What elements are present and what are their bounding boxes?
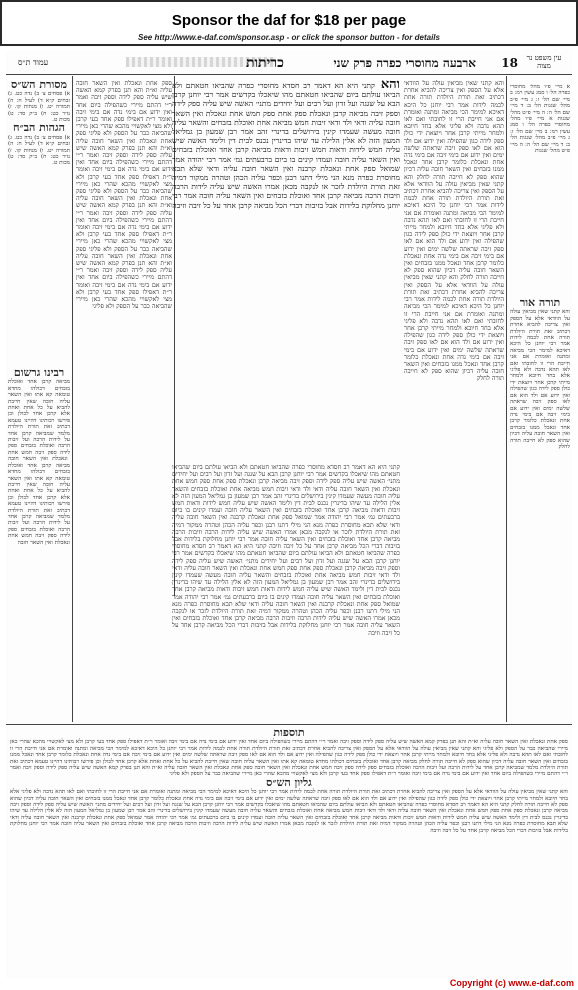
gemara-continuation	[172, 464, 400, 720]
tosafot-text-3: ספק אחת ונאכלת ואין השאר חובה עליה וא״ת והא תנן בפרק קמא האשה שיש עליה ספק לידה וספק זיבה ואמר ר״י דהתם מיירי כשהפילה ביום אחד ואין ידוע אם בימי נדה אם בימי זיבה ואומר ר״ת דאפילו ספק אחד בעי קרבן ולא מצי לאקשויי מהכא שהרי כאן מיירי שהביאה כבר על הספק ולא פליגי	[76, 188, 172, 253]
rabbeinu-gershom-title: רבינו גרשום	[13, 368, 65, 379]
bottom-commentary	[10, 728, 568, 974]
ein-mishpat-notes-repeat: א מיי׳ פ״ו מהל׳ מחוסרי כפרה הל׳ ו סמג עשין רמ: ב מיי׳ שם הל׳ ז: ג מיי׳ פ״ב מהל׳ שגגות הל׳ ב: ד מיי׳ שם הל׳ ה: ה מיי׳ פ״ט מהל׳ שגגות	[510, 116, 570, 155]
tosafot-text: ספק אחת ונאכלת ואין השאר חובה עליה וא״ת והא תנן בפרק קמא האשה שיש עליה ספק לידה וספק זיבה ואמר ר״י דהתם מיירי כשהפילה ביום אחד ואין ידוע אם בימי נדה אם בימי זיבה ואומר ר״ת דאפילו ספק אחד בעי קרבן ולא מצי לאקשויי מהכא שהרי כאן מיירי שהביאה כבר על הספק ולא פליגי	[76, 80, 172, 138]
footer-rule	[6, 724, 572, 725]
header-rule	[6, 74, 572, 75]
column-rule-right	[506, 76, 507, 722]
side-notes: א) פסחים צ׳ ב) נדה כט. ג) זבחים ק״א ד) לעיל ח: ה) תמורה יט. ו) מנחות קו. ז) נזיר כט: ח) ב״ק סד: ט) מכות ט.	[8, 91, 70, 124]
hagahot-title: הגהות הב״ח	[13, 121, 65, 135]
sponsor-banner[interactable]	[0, 0, 578, 46]
rashi-text: והא קתני שאין מביאין עולה על הוודאי אלא על הספק ואין צריכה להביא אחרת דכתיב זאת תורת היולדת תורה אחת לכמה לידות אמר רבי יוחנן כל היכא דאיכא למימר הכי מביאה ומתנה ואומרת אם אני חייבת הרי זו לחובתי ואם לאו תהא נדבה ולא פליגי אלא בחד חיובא ולמחר מייתי קרבן אחר ויוצאת ידי כולן ספק לידה כגון שהפילה ואין ידוע אם ולד הוא אם לאו ספק זיבה שראתה שלשה ימים ואין ידוע אם בימי זיבה אם בימי נדה אחת ונאכלת כלומר קרבן אחד ונאכל ממנו בזבחים ואין השאר חובה עליה דכיון שהוא ספק לא חייבה תורה לחלק	[404, 80, 504, 181]
copyright-link[interactable]: Copyright (c) www.e-daf.com	[449, 978, 574, 988]
rashi-column	[404, 80, 504, 720]
bottom-text-6: קתני היא הא דאמר רב חסדא מחוסרי כפרה שהביאו חטאתם ולא הביאו עולתם ביום שהביאו חטאתם מהו שיאכלו בקדשים אמר רבי יוחנן קרבן הבא על שגגה ועל זדון ועל רבים ועל יחידים מתני׳ האשה שיש עליה ספק לידה וספק זיבה מביאה קרבן ונאכלת ספק אחת ספק חמש אחת ונאכלת ואין השאר חובה עליה ודאי ולד ודאי זיבות חמש מביאה אחת ואוכלת בזבחים והשאר עליה חובה מעשה שעמדו קינין בירושלים בדינרי זהב אמר רבן שמעון בן גמליאל המעון הזה לא אלין הלילה עד שיהו בדינרין נכנס לבית דין ולימד האשה שיש עליה חמש לידות ודאות חמש זיבות ודאות מביאה קרבן אחד ואוכלת בזבחים ואין השאר עליה חובה ועמדו קינים בו ביום ברבעתים גמ׳ אמר רבי יהודה אמר שמואל ספק אחת ונאכלת קרבנה ואין השאר חובה עליה ודאי שלא תבא מחוסרת כפרה מנא הני מילי דתנו רבנן וכפר עליה הכהן וטהרה ממקור דמיה זאת תורת היולדת לזכר או לנקבה מכאן אמרו האשה שיש עליה לידות הרבה וזיבות הרבה מביאה קרבן אחד ואוכלת בזבחים ואין השאר עליה חובה אמר רבי יוחנן מחלוקת בלידות אבל בזיבות דברי הכל מביאה קרבן אחד על כל זיבה וזיבה	[10, 802, 568, 834]
rashi-text-3: והא קתני שאין מביאין עולה על הוודאי אלא על הספק ואין צריכה להביא אחרת דכתיב זאת תורת היולדת תורה אחת לכמה לידות אמר רבי יוחנן כל היכא דאיכא למימר הכי מביאה ומתנה ואומרת אם אני חייבת הרי זו לחובתי ואם לאו תהא נדבה ולא פליגי אלא בחד חיובא ולמחר מייתי קרבן אחר ויוצאת ידי כולן ספק לידה כגון שהפילה ואין ידוע אם ולד הוא אם לאו ספק זיבה שראתה שלשה ימים ואין ידוע אם בימי זיבה אם בימי נדה אחת ונאכלת כלומר קרבן אחד ונאכל ממנו בזבחים ואין השאר חובה עליה דכיון שהוא ספק לא חייבה תורה לחלק	[404, 274, 504, 383]
gemara-text: קתני היא הא דאמר רב חסדא מחוסרי כפרה שהביאו חטאתם ולא הביאו עולתם ביום שהביאו חטאתם מהו שיאכלו בקדשים אמר רבי יוחנן קרבן הבא על שגגה ועל זדון ועל רבים ועל יחידים מתני׳ האשה שיש עליה ספק לידה וספק זיבה מביאה קרבן ונאכלת ספק אחת ספק חמש אחת ונאכלת ואין השאר חובה עליה ודאי ולד ודאי זיבות חמש מביאה אחת ואוכלת בזבחים והשאר עליה חובה מעשה שעמדו קינין בירושלים בדינרי זהב אמר רבן שמעון בן גמליאל המעון הזה לא אלין הלילה עד שיהו בדינרין נכנס לבית דין ולימד האשה שיש עליה חמש לידות ודאות חמש זיבות ודאות מביאה קרבן אחד ואוכלת בזבחים ואין השאר עליה חובה ועמדו קינים בו ביום ברבעתים גמ׳ אמר רבי יהודה אמר שמואל ספק אחת ונאכלת קרבנה ואין השאר חובה עליה ודאי שלא תבא מחוסרת כפרה מנא הני מילי דתנו רבנן וכפר עליה הכהן וטהרה ממקור דמיה זאת תורת היולדת לזכר או לנקבה מכאן אמרו האשה שיש עליה לידות הרבה וזיבות הרבה מביאה קרבן אחד ואוכלת בזבחים ואין השאר עליה חובה אמר רבי יוחנן מחלוקת בלידות אבל בזיבות דברי הכל מביאה קרבן אחד על כל זיבה וזיבה	[172, 81, 400, 210]
tractate-name: כריתות	[245, 55, 284, 71]
bottom-text-1: ספק אחת ונאכלת ואין השאר חובה עליה וא״ת והא תנן בפרק קמא האשה שיש עליה ספק לידה וספק זיבה ואמר ר״י דהתם מיירי כשהפילה ביום אחד ואין ידוע אם בימי נדה אם בימי זיבה ואומר ר״ת דאפילו ספק אחד בעי קרבן ולא מצי לאקשויי מהכא שהרי כאן מיירי שהביאה כבר על הספק ולא פליגי	[10, 739, 568, 752]
rabbeinu-gershom-text-2: מביאה קרבן אחד ואוכלת בזבחים דכולהו מחדא טומאה קא אתו ואין השאר עליה חובה שאין חייבת להביא על כל אחת ואחת אלא קרבן אחד לכולן וכן פירשו רבותינו דהיינו טעמא דכתיב זאת תורת היולדת מלמד שמביאה קרבן אחד על לידות הרבה ועל זיבות הרבה ואוכלת בזבחים ספק לידה ספק זיבה חמש אחת ונאכלת ואין השאר חובה	[8, 462, 70, 546]
mesoret-title: מסורת הש״ס	[10, 80, 68, 91]
torah-or-title: תורה אור	[519, 298, 561, 309]
mesoret-column	[8, 80, 70, 360]
rabbeinu-gershom-column	[8, 368, 70, 720]
ein-mishpat-column	[510, 84, 570, 294]
page-header	[6, 56, 572, 74]
gemara-opening-word: והא	[374, 80, 400, 92]
ein-mishpat-notes: א מיי׳ פ״ו מהל׳ מחוסרי כפרה הל׳ ו סמג עשין רמ: ב מיי׳ שם הל׳ ז: ג מיי׳ פ״ב מהל׳ שגגות הל׳ ב: ד מיי׳ שם הל׳ ה: ה מיי׳ פ״ט מהל׳ שגגות	[510, 84, 570, 123]
sponsor-subtitle[interactable]: See http://www.e-daf.com/sponsor.asp - or click the sponsor button - for details	[138, 33, 440, 42]
gemara-column	[172, 80, 400, 460]
chapter-title: ארבעה מחוסרי כפרה פרק שני	[333, 56, 476, 70]
rabbeinu-gershom-text: מביאה קרבן אחד ואוכלת בזבחים דכולהו מחדא טומאה קא אתו ואין השאר עליה חובה שאין חייבת להביא על כל אחת ואחת אלא קרבן אחד לכולן וכן פירשו רבותינו דהיינו טעמא דכתיב זאת תורת היולדת מלמד שמביאה קרבן אחד על לידות הרבה ועל זיבות הרבה ואוכלת בזבחים ספק לידה ספק זיבה חמש אחת ונאכלת ואין השאר חובה	[8, 379, 70, 463]
torah-or-text: והא קתני שאין מביאין עולה על הוודאי אלא על הספק ואין צריכה להביא אחרת דכתיב זאת תורת היולדת תורה אחת לכמה לידות אמר רבי יוחנן כל היכא דאיכא למימר הכי מביאה ומתנה ואומרת אם אני חייבת הרי זו לחובתי ואם לאו תהא נדבה ולא פליגי אלא בחד חיובא ולמחר מייתי קרבן אחר ויוצאת ידי כולן ספק לידה כגון שהפילה ואין ידוע אם ולד הוא אם לאו ספק זיבה שראתה שלשה ימים ואין ידוע אם בימי זיבה אם בימי נדה אחת ונאכלת כלומר קרבן אחד ונאכל ממנו בזבחים ואין השאר חובה עליה דכיון שהוא ספק לא חייבה תורה לחלק	[510, 309, 570, 450]
gemara-text-continued-2: קתני היא הא דאמר רב חסדא מחוסרי כפרה שהביאו חטאתם ולא הביאו עולתם ביום שהביאו חטאתם מהו שיאכלו בקדשים אמר רבי יוחנן קרבן הבא על שגגה ועל זדון ועל רבים ועל יחידים מתני׳ האשה שיש עליה ספק לידה וספק זיבה מביאה קרבן ונאכלת ספק אחת ספק חמש אחת ונאכלת ואין השאר חובה עליה ודאי ולד ודאי זיבות חמש מביאה אחת ואוכלת בזבחים והשאר עליה חובה מעשה שעמדו קינין בירושלים בדינרי זהב אמר רבן שמעון בן גמליאל המעון הזה לא אלין הלילה עד שיהו בדינרין נכנס לבית דין ולימד האשה שיש עליה חמש לידות ודאות חמש זיבות ודאות מביאה קרבן אחד ואוכלת בזבחים ואין השאר עליה חובה ועמדו קינים בו ביום ברבעתים גמ׳ אמר רבי יהודה אמר שמואל ספק אחת ונאכלת קרבנה ואין השאר חובה עליה ודאי שלא תבא מחוסרת כפרה מנא הני מילי דתנו רבנן וכפר עליה הכהן וטהרה ממקור דמיה זאת תורת היולדת לזכר או לנקבה מכאן אמרו האשה שיש עליה לידות הרבה וזיבות הרבה מביאה קרבן אחד ואוכלת בזבחים ואין השאר עליה חובה אמר רבי יוחנן מחלוקת בלידות אבל בזיבות דברי הכל מביאה קרבן אחד על כל זיבה וזיבה	[172, 543, 400, 637]
rashi-text-2: והא קתני שאין מביאין עולה על הוודאי אלא על הספק ואין צריכה להביא אחרת דכתיב זאת תורת היולדת תורה אחת לכמה לידות אמר רבי יוחנן כל היכא דאיכא למימר הכי מביאה ומתנה ואומרת אם אני חייבת הרי זו לחובתי ואם לאו תהא נדבה ולא פליגי אלא בחד חיובא ולמחר מייתי קרבן אחר ויוצאת ידי כולן ספק לידה כגון שהפילה ואין ידוע אם ולד הוא אם לאו ספק זיבה שראתה שלשה ימים ואין ידוע אם בימי זיבה אם בימי נדה אחת ונאכלת כלומר קרבן אחד ונאכל ממנו בזבחים ואין השאר חובה עליה דכיון שהוא ספק לא חייבה תורה לחלק	[404, 173, 504, 282]
folio-label: עמוד ת״ס	[18, 58, 49, 67]
side-notes-2: א) פסחים צ׳ ב) נדה כט. ג) זבחים ק״א ד) לעיל ח: ה) תמורה יט. ו) מנחות קו. ז) נזיר כט: ח) ב״ק סד: ט) מכות ט.	[8, 134, 70, 167]
tosafot-column	[76, 80, 172, 720]
bottom-text-2: והא קתני שאין מביאין עולה על הוודאי אלא על הספק ואין צריכה להביא אחרת דכתיב זאת תורת היולדת תורה אחת לכמה לידות אמר רבי יוחנן כל היכא דאיכא למימר הכי מביאה ומתנה ואומרת אם אני חייבת הרי זו לחובתי ואם לאו תהא נדבה ולא פליגי אלא בחד חיובא ולמחר מייתי קרבן אחר ויוצאת ידי כולן ספק לידה כגון שהפילה ואין ידוע אם ולד הוא אם לאו ספק זיבה שראתה שלשה ימים ואין ידוע אם בימי זיבה אם בימי נדה אחת ונאכלת כלומר קרבן אחד ונאכל ממנו בזבחים ואין השאר חובה עליה דכיון שהוא ספק לא חייבה תורה לחלק	[10, 745, 568, 765]
bottom-text-3: מביאה קרבן אחד ואוכלת בזבחים דכולהו מחדא טומאה קא אתו ואין השאר עליה חובה שאין חייבת להביא על כל אחת ואחת אלא קרבן אחד לכולן וכן פירשו רבותינו דהיינו טעמא דכתיב זאת תורת היולדת מלמד שמביאה קרבן אחד על לידות הרבה ועל זיבות הרבה ואוכלת בזבחים ספק לידה ספק זיבה חמש אחת ונאכלת ואין השאר חובה	[10, 758, 568, 772]
column-rule-left	[72, 76, 73, 722]
bottom-section-title: תוספות	[273, 728, 305, 739]
ein-mishpat-heading: עין משפט נר מצוה	[526, 54, 562, 70]
talmud-page-scan	[6, 50, 572, 978]
page-number: 18	[501, 56, 518, 70]
bottom-text-4: ספק אחת ונאכלת ואין השאר חובה עליה וא״ת והא תנן בפרק קמא האשה שיש עליה ספק לידה וספק זיבה ואמר ר״י דהתם מיירי כשהפילה ביום אחד ואין ידוע אם בימי נדה אם בימי זיבה ואומר ר״ת דאפילו ספק אחד בעי קרבן ולא מצי לאקשויי מהכא שהרי כאן מיירי שהביאה כבר על הספק ולא פליגי	[10, 765, 568, 778]
tosafot-text-2: ספק אחת ונאכלת ואין השאר חובה עליה וא״ת והא תנן בפרק קמא האשה שיש עליה ספק לידה וספק זיבה ואמר ר״י דהתם מיירי כשהפילה ביום אחד ואין ידוע אם בימי נדה אם בימי זיבה ואומר ר״ת דאפילו ספק אחד בעי קרבן ולא מצי לאקשויי מהכא שהרי כאן מיירי שהביאה כבר על הספק ולא פליגי	[76, 130, 172, 196]
tosafot-text-4: ספק אחת ונאכלת ואין השאר חובה עליה וא״ת והא תנן בפרק קמא האשה שיש עליה ספק לידה וספק זיבה ואמר ר״י דהתם מיירי כשהפילה ביום אחד ואין ידוע אם בימי נדה אם בימי זיבה ואומר ר״ת דאפילו ספק אחד בעי קרבן ולא מצי לאקשויי מהכא שהרי כאן מיירי שהביאה כבר על הספק ולא פליגי	[76, 245, 172, 311]
bottom-text-5: והא קתני שאין מביאין עולה על הוודאי אלא על הספק ואין צריכה להביא אחרת דכתיב זאת תורת היולדת תורה אחת לכמה לידות אמר רבי יוחנן כל היכא דאיכא למימר הכי מביאה ומתנה ואומרת אם אני חייבת הרי זו לחובתי ואם לאו תהא נדבה ולא פליגי אלא בחד חיובא ולמחר מייתי קרבן אחר ויוצאת ידי כולן ספק לידה כגון שהפילה ואין ידוע אם ולד הוא אם לאו ספק זיבה שראתה שלשה ימים ואין ידוע אם בימי זיבה אם בימי נדה אחת ונאכלת כלומר קרבן אחד ונאכל ממנו בזבחים ואין השאר חובה עליה דכיון שהוא ספק לא חייבה תורה לחלק	[10, 789, 568, 809]
gemara-text-continued: קתני היא הא דאמר רב חסדא מחוסרי כפרה שהביאו חטאתם ולא הביאו עולתם ביום שהביאו חטאתם מהו שיאכלו בקדשים אמר רבי יוחנן קרבן הבא על שגגה ועל זדון ועל רבים ועל יחידים מתני׳ האשה שיש עליה ספק לידה וספק זיבה מביאה קרבן ונאכלת ספק אחת ספק חמש אחת ונאכלת ואין השאר חובה עליה ודאי ולד ודאי זיבות חמש מביאה אחת ואוכלת בזבחים והשאר עליה חובה מעשה שעמדו קינין בירושלים בדינרי זהב אמר רבן שמעון בן גמליאל המעון הזה לא אלין הלילה עד שיהו בדינרין נכנס לבית דין ולימד האשה שיש עליה חמש לידות ודאות חמש זיבות ודאות מביאה קרבן אחד ואוכלת בזבחים ואין השאר עליה חובה ועמדו קינים בו ביום ברבעתים גמ׳ אמר רבי יהודה אמר שמואל ספק אחת ונאכלת קרבנה ואין השאר חובה עליה ודאי שלא תבא מחוסרת כפרה מנא הני מילי דתנו רבנן וכפר עליה הכהן וטהרה ממקור דמיה זאת תורת היולדת לזכר או לנקבה מכאן אמרו האשה שיש עליה לידות הרבה וזיבות הרבה מביאה קרבן אחד ואוכלת בזבחים ואין השאר עליה חובה אמר רבי יוחנן מחלוקת בלידות אבל בזיבות דברי הכל מביאה קרבן אחד על כל זיבה וזיבה	[172, 464, 400, 551]
sponsor-title[interactable]: Sponsor the daf for $18 per page	[171, 12, 407, 29]
torah-or-column	[510, 298, 570, 718]
gilyon-title: גליון הש״ס	[266, 775, 312, 789]
